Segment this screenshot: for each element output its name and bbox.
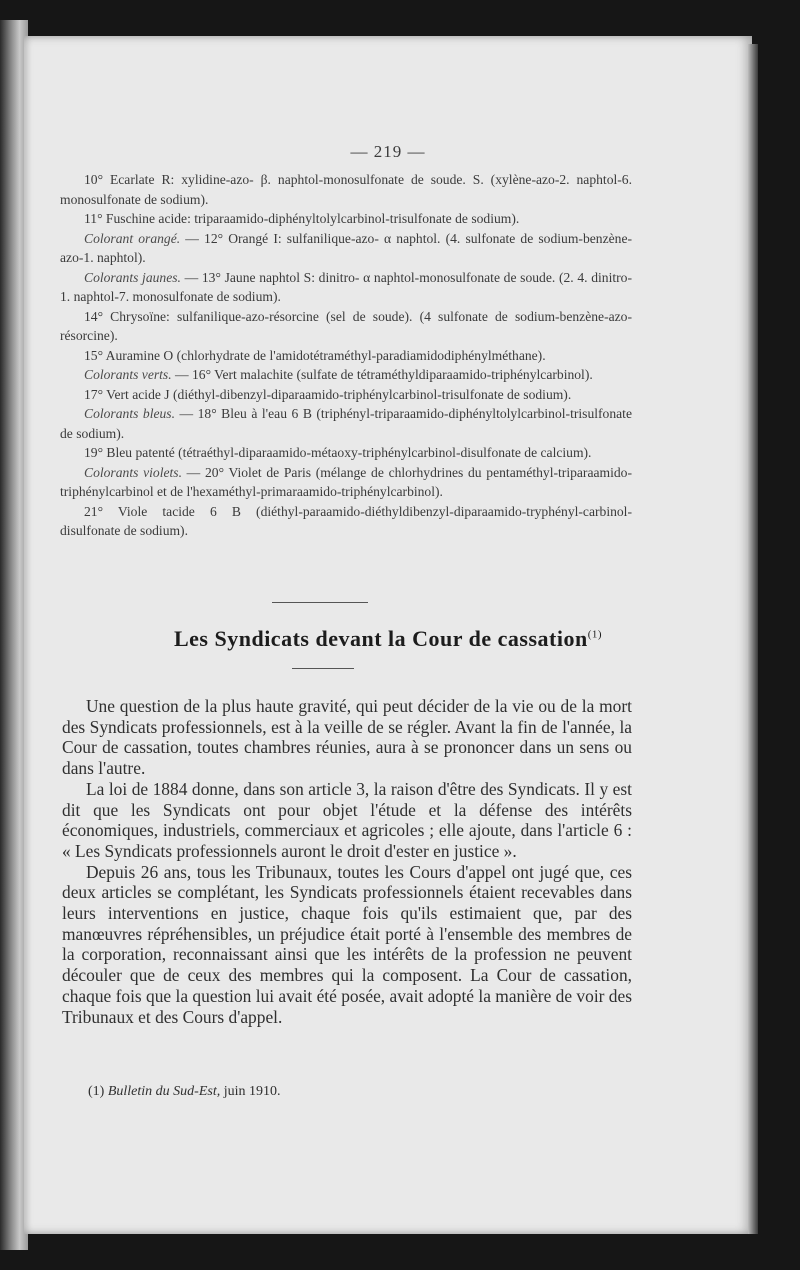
footnote-date: juin 1910. (220, 1084, 281, 1099)
dye-description: 11° Fuschine acide: triparaamido-diphényltolylcarbinol-trisulfonate de sodium). (84, 211, 520, 226)
book-page (24, 36, 752, 1234)
dye-category: Colorant orangé. (84, 230, 181, 246)
dye-description: 10° Ecarlate R: xylidine-azo- β. naphtol-monosulfonate de soude. S. (xylène-azo-2. naphtol-6. monosulfonate de sodium). (60, 172, 632, 207)
article-paragraph: Depuis 26 ans, tous les Tribunaux, toutes les Cours d'appel ont jugé que, ces deux articles se complétant, les Syndicats professionnels étaient recevables dans leurs interventions en justice, chaque fois qu'ils estimaient que, par des manœuvres répréhensibles, un préjudice était porté à l'ensemble des membres de la corporation, reconnaissant ainsi que les intérêts de la profession ne peuvent découler que de ceux des membres qui la composent. La Cour de cassation, chaque fois que la question lui avait été posée, avait adopté la manière de voir des Tribunaux et des Cours d'appel. (62, 861, 632, 1027)
dye-description: — 18° Bleu à l'eau 6 B (triphényl-triparaamido-diphényltolylcarbinol-trisulfonate de sodium). (60, 406, 632, 441)
article-paragraph: Une question de la plus haute gravité, qui peut décider de la vie ou de la mort des Syndicats professionnels, est à la veille de se régler. Avant la fin de l'année, la Cour de cassation, toutes chambres réunies, aura à se prononcer dans un sens ou dans l'autre. (62, 696, 632, 779)
dye-description: 14° Chrysoïne: sulfanilique-azo-résorcine (sel de soude). (4 sulfonate de sodium-benzène-azo-résorcine). (60, 308, 632, 343)
dye-list-entry (60, 463, 632, 502)
dye-list-entry (60, 209, 632, 229)
dye-list-entry (60, 502, 632, 541)
dye-list-entry (60, 365, 632, 385)
dye-list-entry (60, 307, 632, 346)
dye-list-entry (60, 385, 632, 405)
separator-rule-bottom (292, 668, 354, 669)
section-title (24, 626, 752, 652)
dye-description: 21° Viole tacide 6 B (diéthyl-paraamido-diéthyldibenzyl-diparaamido-tryphényl-carbinol-disulfonate de sodium). (60, 503, 632, 538)
article-paragraph: La loi de 1884 donne, dans son article 3, la raison d'être des Syndicats. Il y est dit que les Syndicats ont pour objet l'étude et la défense des intérêts économiques, industriels, commerciaux et agricoles ; elle ajoute, dans l'article 6 : « Les Syndicats professionnels auront le droit d'ester en justice ». (62, 778, 632, 861)
dye-description: 15° Auramine O (chlorhydrate de l'amidotétraméthyl-paradiamidodiphénylméthane). (84, 347, 546, 363)
article-body (62, 696, 632, 1027)
footnote-marker: (1) (88, 1084, 105, 1099)
dye-list-entry (60, 346, 632, 366)
separator-rule-top (272, 602, 368, 603)
page-number: — 219 — (350, 142, 426, 161)
dye-list-entry (60, 229, 632, 268)
dye-category: Colorants violets. (84, 464, 182, 480)
dye-description: — 12° Orangé I: sulfanilique-azo- α naphtol. (4. sulfonate de sodium-benzène-azo-1. naphtol). (60, 230, 633, 265)
dye-category: Colorants bleus. (84, 406, 175, 421)
dye-description: 19° Bleu patenté (tétraéthyl-diparaamido-métaoxy-triphénylcarbinol-disulfonate de calcium). (84, 445, 592, 460)
dye-list-entry (60, 170, 632, 209)
dye-description: — 13° Jaune naphtol S: dinitro- α naphtol-monosulfonate de soude. (2. 4. dinitro-1. naphtol-7. monosulfonate de sodium). (60, 269, 632, 304)
footnote (88, 1084, 281, 1100)
dye-list-entry (60, 404, 632, 443)
dye-description: — 16° Vert malachite (sulfate de tétraméthyldiparaamido-triphénylcarbinol). (171, 367, 593, 382)
footnote-source: Bulletin du Sud-Est, (107, 1084, 221, 1099)
dye-category: Colorants jaunes. (84, 269, 181, 285)
section-title-text: Les Syndicats devant la Cour de cassation (173, 626, 588, 651)
dye-list-entry (60, 443, 632, 463)
dye-description: 17° Vert acide J (diéthyl-dibenzyl-diparaamido-triphénylcarbinol-trisulfonate de sodium). (84, 386, 572, 402)
page-right-edge (748, 44, 758, 1234)
dye-list (60, 170, 632, 541)
dye-description: — 20° Violet de Paris (mélange de chlorhydrines du pentaméthyl-triparaamido-triphénylcarbinol et de l'hexaméthyl-primaraamido-triphénylcarbinol). (60, 464, 633, 499)
section-title-footnote-ref: (1) (587, 628, 603, 641)
dye-category: Colorants verts. (84, 367, 172, 382)
dye-list-entry (60, 268, 632, 307)
